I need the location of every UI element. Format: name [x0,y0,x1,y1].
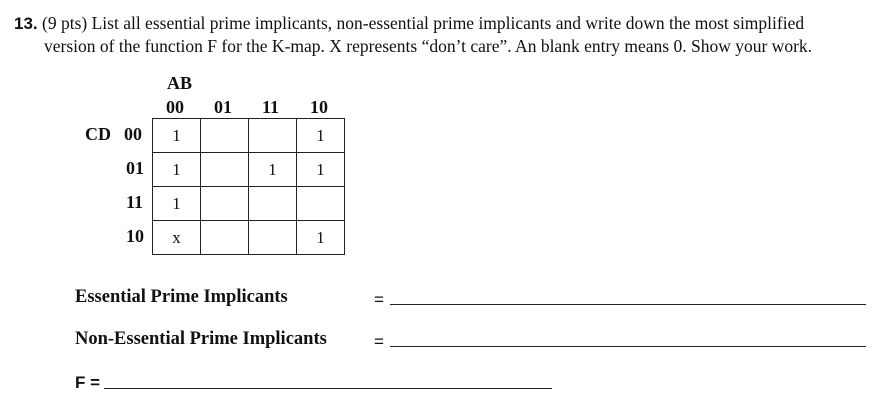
question-text-line2: version of the function F for the K-map. X represents “don’t care”. An blank entry means 0. Show your work. [44,36,813,56]
kmap-cell-dont-care: x [153,221,201,255]
kmap-col-label-01: 01 [214,97,232,117]
non-essential-pi-label: Non-Essential Prime Implicants [75,329,327,349]
kmap-row-00 [153,119,345,153]
kmap-grid [152,118,345,255]
kmap-cell [201,153,249,187]
kmap-cell: 1 [297,153,345,187]
kmap-cell: 1 [153,119,201,153]
essential-pi-answer-line[interactable] [390,304,866,305]
kmap-row-01 [153,153,345,187]
kmap-row-11 [153,187,345,221]
kmap-cell [201,119,249,153]
kmap-row-label-11: 11 [126,192,144,212]
essential-pi-label: Essential Prime Implicants [75,287,288,307]
question-text [14,12,884,58]
kmap-cell: 1 [153,153,201,187]
kmap-row-label-10: 10 [126,226,144,246]
kmap-cell [297,187,345,221]
question-points: (9 pts) [42,13,88,33]
kmap-cell: 1 [153,187,201,221]
kmap-row-label-01: 01 [126,158,144,178]
kmap-row-label-00: 00 [124,124,142,144]
question-number: 13. [14,14,38,33]
essential-pi-equals: = [374,290,384,309]
kmap-col-variable: AB [167,73,193,93]
non-essential-pi-equals: = [374,332,384,351]
kmap-cell [249,187,297,221]
kmap-cell [249,221,297,255]
question-text-line1: List all essential prime implicants, non-essential prime implicants and write down the most simplified [91,13,805,33]
function-f-answer-line[interactable] [104,388,552,389]
kmap-col-label-00: 00 [166,97,184,117]
kmap-col-label-11: 11 [262,97,280,117]
non-essential-pi-answer-line[interactable] [390,346,866,347]
kmap-col-label-10: 10 [310,97,328,117]
kmap-cell [249,119,297,153]
kmap-cell [201,187,249,221]
kmap-row-variable: CD [85,124,111,144]
kmap-cell [201,221,249,255]
kmap-cell: 1 [249,153,297,187]
kmap-row-10 [153,221,345,255]
kmap-cell: 1 [297,119,345,153]
kmap-cell: 1 [297,221,345,255]
function-f-label: F = [75,373,101,392]
